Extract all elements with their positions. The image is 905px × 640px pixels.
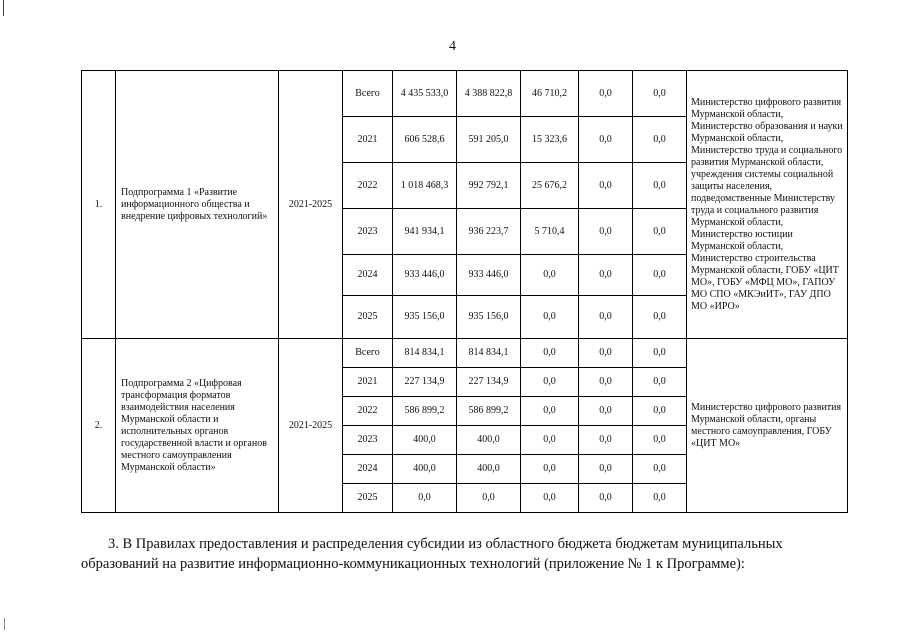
amount-cell: 1 018 468,3 [393, 163, 457, 209]
year-cell: 2024 [343, 455, 393, 484]
year-cell: 2021 [343, 117, 393, 163]
amount-cell: 4 388 822,8 [457, 71, 521, 117]
year-cell: 2023 [343, 209, 393, 255]
executors-cell: Министерство цифрового развития Мурманской области, органы местного самоуправления, ГОБУ «ЦИТ МО» [687, 339, 848, 513]
amount-cell: 46 710,2 [521, 71, 579, 117]
amount-cell: 992 792,1 [457, 163, 521, 209]
amount-cell: 0,0 [633, 296, 687, 339]
amount-cell: 935 156,0 [393, 296, 457, 339]
executors-cell: Министерство цифрового развития Мурманской области, Министерство образования и науки Мурманской области, Министерство труда и социального развития Мурманской области, учреждения системы социальной защиты населения, подведомственные Министерству труда и социального развития Мурманской области, Министерство юстиции Мурманской области, Министерство строительства Мурманской области, ГОБУ «ЦИТ МО», ГОБУ «МФЦ МО», ГАПОУ МО СПО «МКЭиИТ», ГАУ ДПО МО «ИРО» [687, 71, 848, 339]
amount-cell: 933 446,0 [457, 255, 521, 296]
year-cell: Всего [343, 339, 393, 368]
year-cell: Всего [343, 71, 393, 117]
amount-cell: 935 156,0 [457, 296, 521, 339]
amount-cell: 0,0 [521, 426, 579, 455]
amount-cell: 0,0 [579, 484, 633, 513]
period-cell: 2021-2025 [279, 71, 343, 339]
amount-cell: 0,0 [521, 484, 579, 513]
amount-cell: 0,0 [579, 397, 633, 426]
amount-cell: 400,0 [393, 426, 457, 455]
subprogram-name: Подпрограмма 2 «Цифровая трансформация форматов взаимодействия населения Мурманской области и исполнительных органов государственной власти и органов местного самоуправления Мурманской области» [116, 339, 279, 513]
amount-cell: 933 446,0 [393, 255, 457, 296]
amount-cell: 0,0 [579, 71, 633, 117]
amount-cell: 0,0 [579, 255, 633, 296]
amount-cell: 0,0 [579, 426, 633, 455]
amount-cell: 0,0 [521, 455, 579, 484]
amount-cell: 0,0 [633, 209, 687, 255]
amount-cell: 0,0 [633, 455, 687, 484]
year-cell: 2025 [343, 296, 393, 339]
amount-cell: 0,0 [521, 368, 579, 397]
amount-cell: 0,0 [633, 255, 687, 296]
paragraph-line: образований на развитие информационно-коммуникационных технологий (приложение № 1 к Программе): [81, 556, 745, 572]
amount-cell: 4 435 533,0 [393, 71, 457, 117]
amount-cell: 0,0 [633, 426, 687, 455]
amount-cell: 227 134,9 [393, 368, 457, 397]
amount-cell: 400,0 [457, 455, 521, 484]
amount-cell: 591 205,0 [457, 117, 521, 163]
year-cell: 2024 [343, 255, 393, 296]
amount-cell: 0,0 [579, 368, 633, 397]
year-cell: 2023 [343, 426, 393, 455]
year-cell: 2021 [343, 368, 393, 397]
row-number: 2. [82, 339, 116, 513]
amount-cell: 400,0 [393, 455, 457, 484]
amount-cell: 0,0 [521, 255, 579, 296]
amount-cell: 0,0 [579, 163, 633, 209]
amount-cell: 0,0 [633, 117, 687, 163]
amount-cell: 936 223,7 [457, 209, 521, 255]
amount-cell: 5 710,4 [521, 209, 579, 255]
amount-cell: 400,0 [457, 426, 521, 455]
amount-cell: 0,0 [633, 484, 687, 513]
amount-cell: 0,0 [633, 163, 687, 209]
table-row [82, 71, 848, 117]
amount-cell: 814 834,1 [457, 339, 521, 368]
page-number: 4 [449, 39, 456, 54]
amount-cell: 0,0 [633, 368, 687, 397]
amount-cell: 586 899,2 [393, 397, 457, 426]
amount-cell: 586 899,2 [457, 397, 521, 426]
amount-cell: 0,0 [457, 484, 521, 513]
amount-cell: 941 934,1 [393, 209, 457, 255]
amount-cell: 15 323,6 [521, 117, 579, 163]
amount-cell: 0,0 [521, 397, 579, 426]
amount-cell: 0,0 [579, 455, 633, 484]
paragraph-item-3 [81, 534, 868, 574]
amount-cell: 0,0 [393, 484, 457, 513]
paragraph-line: 3. В Правилах предоставления и распределения субсидии из областного бюджета бюджетам муниципальных [108, 536, 783, 552]
amount-cell: 0,0 [579, 339, 633, 368]
amount-cell: 0,0 [633, 71, 687, 117]
amount-cell: 227 134,9 [457, 368, 521, 397]
amount-cell: 0,0 [579, 117, 633, 163]
table-row [82, 339, 848, 368]
amount-cell: 0,0 [521, 296, 579, 339]
page-edge-mark [3, 0, 4, 16]
year-cell: 2025 [343, 484, 393, 513]
page-edge-mark [4, 618, 5, 630]
amount-cell: 0,0 [633, 397, 687, 426]
amount-cell: 0,0 [579, 209, 633, 255]
amount-cell: 814 834,1 [393, 339, 457, 368]
row-number: 1. [82, 71, 116, 339]
amount-cell: 606 528,6 [393, 117, 457, 163]
year-cell: 2022 [343, 397, 393, 426]
period-cell: 2021-2025 [279, 339, 343, 513]
amount-cell: 25 676,2 [521, 163, 579, 209]
amount-cell: 0,0 [521, 339, 579, 368]
amount-cell: 0,0 [633, 339, 687, 368]
budget-table [81, 70, 848, 513]
subprogram-name: Подпрограмма 1 «Развитие информационного общества и внедрение цифровых технологий» [116, 71, 279, 339]
amount-cell: 0,0 [579, 296, 633, 339]
year-cell: 2022 [343, 163, 393, 209]
